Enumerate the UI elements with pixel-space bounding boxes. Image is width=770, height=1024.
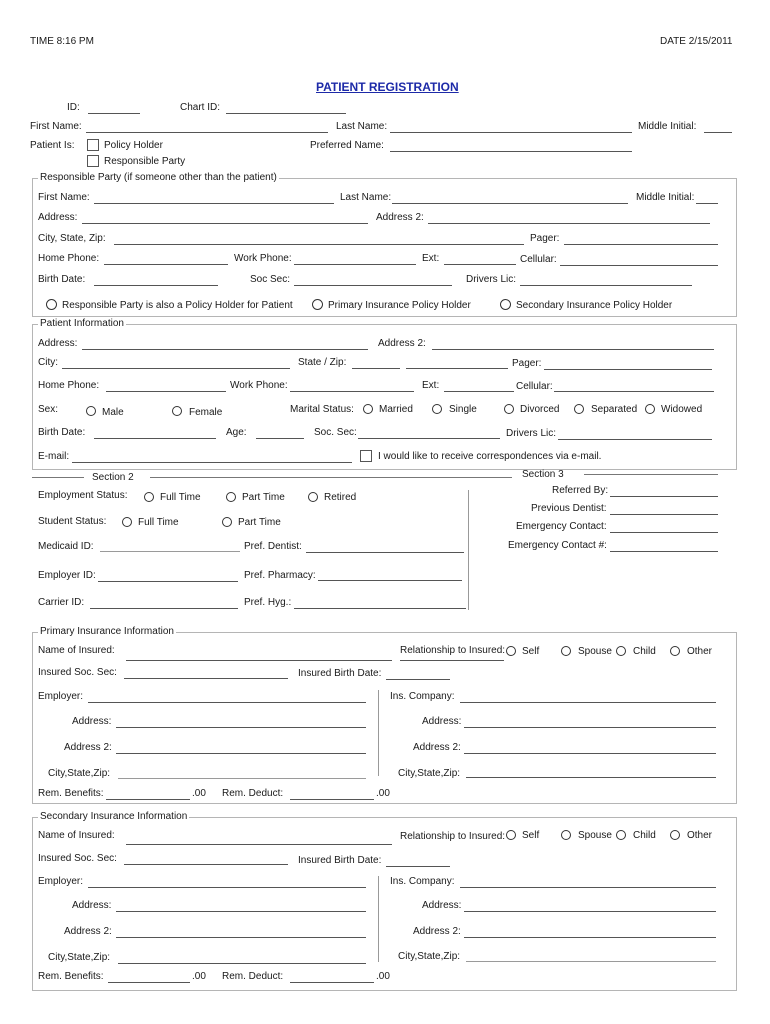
info-city-field[interactable] (62, 368, 290, 369)
resp-last-name-field[interactable] (392, 203, 628, 204)
primary-rem-deduct-field[interactable] (290, 799, 374, 800)
page-title: PATIENT REGISTRATION (316, 80, 459, 94)
primary-rem-benefits-label: Rem. Benefits: (38, 788, 104, 799)
secondary-ins-address2-label: Address 2: (413, 926, 461, 937)
radio-primary-self[interactable] (506, 646, 516, 656)
primary-emp-address-field[interactable] (116, 727, 366, 728)
secondary-spouse-label: Spouse (578, 830, 612, 841)
last-name-label: Last Name: (336, 121, 388, 132)
radio-secondary-child[interactable] (616, 830, 626, 840)
single-label: Single (449, 404, 477, 415)
resp-home-phone-field[interactable] (104, 264, 228, 265)
carrier-id-field[interactable] (90, 608, 238, 609)
info-address-field[interactable] (82, 349, 368, 350)
first-name-field[interactable] (86, 132, 328, 133)
secondary-child-label: Child (633, 830, 656, 841)
student-part-time-label: Part Time (238, 517, 281, 528)
resp-middle-initial-label: Middle Initial: (636, 192, 695, 203)
resp-soc-sec-field[interactable] (294, 285, 452, 286)
resp-address2-label: Address 2: (376, 212, 424, 223)
carrier-id-label: Carrier ID: (38, 597, 85, 608)
info-address-label: Address: (38, 338, 78, 349)
secondary-ins-address-field[interactable] (464, 911, 716, 912)
secondary-policy-holder-option-label: Secondary Insurance Policy Holder (516, 300, 673, 311)
secondary-self-label: Self (522, 830, 540, 841)
section3-rule (584, 474, 718, 475)
primary-ins-address2-label: Address 2: (413, 742, 461, 753)
info-soc-sec-label: Soc. Sec: (314, 427, 357, 438)
resp-soc-sec-label: Soc Sec: (250, 274, 291, 285)
secondary-ins-address2-field[interactable] (464, 937, 716, 938)
chart-id-label: Chart ID: (180, 102, 221, 113)
female-label: Female (189, 407, 223, 418)
pref-pharmacy-field[interactable] (318, 580, 462, 581)
secondary-ins-company-label: Ins. Company: (390, 876, 455, 887)
id-label: ID: (67, 102, 80, 113)
primary-employer-field[interactable] (88, 702, 366, 703)
resp-middle-initial-field[interactable] (696, 203, 718, 204)
emp-part-time-label: Part Time (242, 492, 285, 503)
info-birth-date-label: Birth Date: (38, 427, 86, 438)
info-zip-field[interactable] (406, 368, 508, 369)
info-address2-field[interactable] (432, 349, 714, 350)
info-age-label: Age: (226, 427, 247, 438)
primary-emp-address2-label: Address 2: (64, 742, 112, 753)
resp-first-name-field[interactable] (94, 203, 334, 204)
preferred-name-field[interactable] (390, 151, 632, 152)
primary-rem-benefits-field[interactable] (106, 799, 190, 800)
primary-relationship-label: Relationship to Insured: (400, 645, 506, 656)
student-status-label: Student Status: (38, 516, 107, 527)
radio-primary-child[interactable] (616, 646, 626, 656)
resp-drivers-lic-label: Drivers Lic: (466, 274, 517, 285)
marital-status-label: Marital Status: (290, 404, 354, 415)
primary-insured-birth-date-label: Insured Birth Date: (298, 668, 382, 679)
secondary-ins-city-state-zip-label: City,State,Zip: (398, 951, 461, 962)
primary-rem-deduct-label: Rem. Deduct: (222, 788, 284, 799)
resp-address-label: Address: (38, 212, 78, 223)
primary-rem-benefits-cents: .00 (192, 788, 206, 799)
radio-sex-male[interactable] (86, 406, 96, 416)
resp-address-field[interactable] (82, 223, 368, 224)
email-opt-in-label: I would like to receive correspondences via e-mail. (378, 451, 602, 462)
secondary-emp-city-state-zip-field[interactable] (118, 963, 366, 964)
secondary-insured-soc-sec-label: Insured Soc. Sec: (38, 853, 117, 864)
resp-birth-date-label: Birth Date: (38, 274, 86, 285)
primary-spouse-label: Spouse (578, 646, 612, 657)
primary-emp-address-label: Address: (72, 716, 112, 727)
emp-retired-label: Retired (324, 492, 357, 503)
secondary-insurance-title: Secondary Insurance Information (40, 811, 188, 822)
info-ext-field[interactable] (444, 391, 514, 392)
radio-divorced[interactable] (504, 404, 514, 414)
primary-employer-label: Employer: (38, 691, 84, 702)
secondary-relationship-label: Relationship to Insured: (400, 831, 506, 842)
info-pager-field[interactable] (544, 369, 712, 370)
primary-divider (378, 690, 379, 776)
primary-relationship-field[interactable] (400, 660, 504, 661)
time-stamp: TIME 8:16 PM (30, 36, 94, 47)
secondary-rem-deduct-field[interactable] (290, 982, 374, 983)
resp-first-name-label: First Name: (38, 192, 90, 203)
radio-secondary-policy-holder[interactable] (500, 299, 511, 310)
info-age-field[interactable] (256, 438, 304, 439)
medicaid-id-label: Medicaid ID: (38, 541, 94, 552)
patient-is-label: Patient Is: (30, 140, 75, 151)
primary-ins-city-state-zip-field[interactable] (466, 777, 716, 778)
pref-dentist-label: Pref. Dentist: (244, 541, 302, 552)
resp-last-name-label: Last Name: (340, 192, 392, 203)
radio-secondary-spouse[interactable] (561, 830, 571, 840)
previous-dentist-field[interactable] (610, 514, 718, 515)
info-drivers-lic-field[interactable] (558, 439, 712, 440)
secondary-insured-birth-date-field[interactable] (386, 866, 450, 867)
info-cellular-label: Cellular: (516, 381, 553, 392)
secondary-insured-birth-date-label: Insured Birth Date: (298, 855, 382, 866)
middle-initial-field[interactable] (704, 132, 732, 133)
secondary-name-insured-field[interactable] (126, 844, 392, 845)
primary-emp-address2-field[interactable] (116, 753, 366, 754)
date-stamp: DATE 2/15/2011 (660, 36, 733, 47)
info-state-field[interactable] (352, 368, 400, 369)
radio-secondary-self[interactable] (506, 830, 516, 840)
secondary-rem-benefits-cents: .00 (192, 971, 206, 982)
first-name-label: First Name: (30, 121, 82, 132)
resp-pager-field[interactable] (564, 244, 718, 245)
radio-student-part-time[interactable] (222, 517, 232, 527)
section2-rule-left (32, 477, 84, 478)
primary-ins-company-label: Ins. Company: (390, 691, 455, 702)
secondary-emp-address2-field[interactable] (116, 937, 366, 938)
primary-rem-deduct-cents: .00 (376, 788, 390, 799)
secondary-emp-address2-label: Address 2: (64, 926, 112, 937)
info-home-phone-label: Home Phone: (38, 380, 100, 391)
preferred-name-label: Preferred Name: (310, 140, 384, 151)
widowed-label: Widowed (661, 404, 703, 415)
responsible-party-checkbox[interactable] (87, 155, 99, 167)
secondary-employer-field[interactable] (88, 887, 366, 888)
student-full-time-label: Full Time (138, 517, 179, 528)
info-email-label: E-mail: (38, 451, 70, 462)
employer-id-field[interactable] (98, 581, 238, 582)
info-address2-label: Address 2: (378, 338, 426, 349)
section-divider (468, 490, 469, 610)
secondary-other-label: Other (687, 830, 713, 841)
resp-policy-holder-option-label: Responsible Party is also a Policy Holder for Patient (62, 300, 293, 311)
resp-pager-label: Pager: (530, 233, 560, 244)
info-drivers-lic-label: Drivers Lic: (506, 428, 557, 439)
info-work-phone-label: Work Phone: (230, 380, 288, 391)
patient-info-title: Patient Information (40, 318, 124, 329)
pref-pharmacy-label: Pref. Pharmacy: (244, 570, 316, 581)
policy-holder-checkbox[interactable] (87, 139, 99, 151)
responsible-party-label: Responsible Party (104, 156, 186, 167)
info-state-zip-label: State / Zip: (298, 357, 347, 368)
employer-id-label: Employer ID: (38, 570, 96, 581)
radio-separated[interactable] (574, 404, 584, 414)
pref-hyg-field[interactable] (294, 608, 466, 609)
info-pager-label: Pager: (512, 358, 542, 369)
primary-ins-city-state-zip-label: City,State,Zip: (398, 768, 461, 779)
employment-status-label: Employment Status: (38, 490, 128, 501)
resp-address2-field[interactable] (428, 223, 710, 224)
radio-primary-policy-holder[interactable] (312, 299, 323, 310)
radio-primary-other[interactable] (670, 646, 680, 656)
resp-ext-field[interactable] (444, 264, 516, 265)
primary-ins-address-field[interactable] (464, 727, 716, 728)
primary-other-label: Other (687, 646, 713, 657)
primary-insurance-title: Primary Insurance Information (40, 626, 174, 637)
secondary-rem-deduct-label: Rem. Deduct: (222, 971, 284, 982)
medicaid-id-field[interactable] (100, 551, 240, 552)
pref-dentist-field[interactable] (306, 552, 464, 553)
secondary-employer-label: Employer: (38, 876, 84, 887)
male-label: Male (102, 407, 124, 418)
radio-single[interactable] (432, 404, 442, 414)
previous-dentist-label: Previous Dentist: (531, 503, 607, 514)
married-label: Married (379, 404, 413, 415)
secondary-rem-deduct-cents: .00 (376, 971, 390, 982)
primary-emp-city-state-zip-label: City,State,Zip: (48, 768, 111, 779)
section2-title: Section 2 (92, 472, 134, 483)
primary-ins-company-field[interactable] (460, 702, 716, 703)
resp-city-state-zip-field[interactable] (114, 244, 524, 245)
primary-name-insured-field[interactable] (126, 660, 392, 661)
primary-insured-birth-date-field[interactable] (386, 679, 450, 680)
info-soc-sec-field[interactable] (358, 438, 500, 439)
radio-widowed[interactable] (645, 404, 655, 414)
info-cellular-field[interactable] (554, 391, 714, 392)
section3-title: Section 3 (522, 469, 564, 480)
resp-work-phone-field[interactable] (294, 264, 416, 265)
chart-id-field[interactable] (226, 113, 346, 114)
radio-emp-retired[interactable] (308, 492, 318, 502)
policy-holder-label: Policy Holder (104, 140, 163, 151)
referred-by-label: Referred By: (552, 485, 609, 496)
emergency-contact-label: Emergency Contact: (516, 521, 607, 532)
primary-ins-address-label: Address: (422, 716, 462, 727)
secondary-ins-company-field[interactable] (460, 887, 716, 888)
secondary-emp-city-state-zip-label: City,State,Zip: (48, 952, 111, 963)
radio-emp-part-time[interactable] (226, 492, 236, 502)
radio-resp-policy-holder[interactable] (46, 299, 57, 310)
pref-hyg-label: Pref. Hyg.: (244, 597, 292, 608)
responsible-party-title: Responsible Party (if someone other than the patient) (40, 172, 277, 183)
radio-emp-full-time[interactable] (144, 492, 154, 502)
info-city-label: City: (38, 357, 58, 368)
secondary-name-insured-label: Name of Insured: (38, 830, 115, 841)
primary-name-insured-label: Name of Insured: (38, 645, 115, 656)
resp-work-phone-label: Work Phone: (234, 253, 292, 264)
primary-policy-holder-option-label: Primary Insurance Policy Holder (328, 300, 471, 311)
info-home-phone-field[interactable] (106, 391, 226, 392)
secondary-insured-soc-sec-field[interactable] (124, 864, 288, 865)
radio-married[interactable] (363, 404, 373, 414)
primary-emp-city-state-zip-field[interactable] (118, 778, 366, 779)
secondary-ins-address-label: Address: (422, 900, 462, 911)
primary-insured-soc-sec-label: Insured Soc. Sec: (38, 667, 117, 678)
radio-student-full-time[interactable] (122, 517, 132, 527)
primary-child-label: Child (633, 646, 656, 657)
resp-home-phone-label: Home Phone: (38, 253, 100, 264)
radio-primary-spouse[interactable] (561, 646, 571, 656)
resp-drivers-lic-field[interactable] (520, 285, 692, 286)
divorced-label: Divorced (520, 404, 560, 415)
last-name-field[interactable] (390, 132, 632, 133)
separated-label: Separated (591, 404, 638, 415)
emp-full-time-label: Full Time (160, 492, 201, 503)
secondary-ins-city-state-zip-field[interactable] (466, 961, 716, 962)
secondary-divider (378, 876, 379, 962)
middle-initial-label: Middle Initial: (638, 121, 697, 132)
resp-ext-label: Ext: (422, 253, 440, 264)
secondary-emp-address-field[interactable] (116, 911, 366, 912)
info-sex-label: Sex: (38, 404, 59, 415)
email-opt-in-checkbox[interactable] (360, 450, 372, 462)
resp-city-state-zip-label: City, State, Zip: (38, 233, 106, 244)
emergency-contact-num-field[interactable] (610, 551, 718, 552)
info-work-phone-field[interactable] (290, 391, 414, 392)
section2-rule-right (150, 477, 512, 478)
secondary-rem-benefits-field[interactable] (108, 982, 190, 983)
emergency-contact-num-label: Emergency Contact #: (508, 540, 607, 551)
radio-secondary-other[interactable] (670, 830, 680, 840)
info-email-field[interactable] (72, 462, 352, 463)
resp-cellular-label: Cellular: (520, 254, 557, 265)
primary-ins-address2-field[interactable] (464, 753, 716, 754)
info-ext-label: Ext: (422, 380, 440, 391)
id-field[interactable] (88, 113, 140, 114)
resp-birth-date-field[interactable] (94, 285, 218, 286)
secondary-rem-benefits-label: Rem. Benefits: (38, 971, 104, 982)
secondary-emp-address-label: Address: (72, 900, 112, 911)
emergency-contact-field[interactable] (610, 532, 718, 533)
resp-cellular-field[interactable] (560, 265, 718, 266)
info-birth-date-field[interactable] (94, 438, 216, 439)
radio-sex-female[interactable] (172, 406, 182, 416)
referred-by-field[interactable] (610, 496, 718, 497)
primary-self-label: Self (522, 646, 540, 657)
primary-insured-soc-sec-field[interactable] (124, 678, 288, 679)
